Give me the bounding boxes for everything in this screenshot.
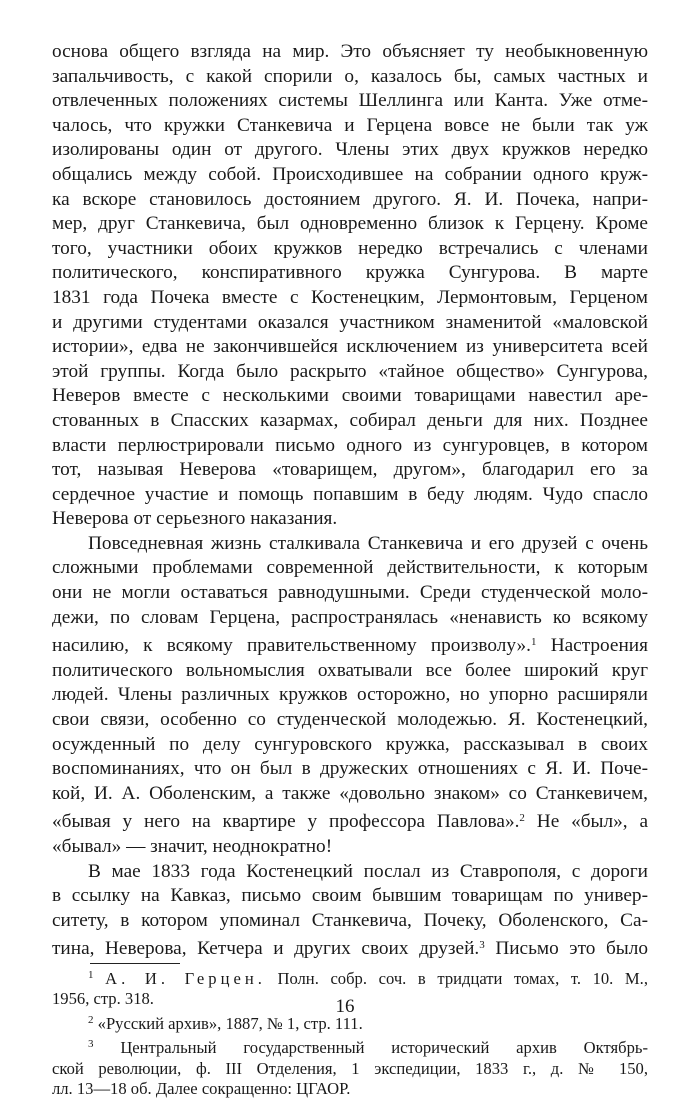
page-body xyxy=(52,40,648,1099)
text-line xyxy=(52,806,648,835)
footnote-divider xyxy=(90,963,180,964)
footnote-ref-2[interactable]: 2 xyxy=(519,812,525,825)
footnote-1 xyxy=(52,965,648,989)
text-line: стованных в Спасских казармах, собирал деньги для них. Позднее xyxy=(52,409,648,431)
footnote-ref-1[interactable]: 1 xyxy=(530,636,537,649)
text-line: сложными проблемами современной действительности, к которым xyxy=(52,557,648,579)
text-line: общались между собой. Происходившее на собрании одного круж- xyxy=(52,163,648,185)
footnote-3-cont: лл. 13—18 об. Далее сокращенно: ЦГАОР. xyxy=(52,1079,351,1098)
text-line: воспоминаниях, что он был в дружеских отношениях с Я. И. Поче- xyxy=(52,758,648,780)
text-line: и другими студентами оказался участником знаменитой «маловской xyxy=(52,311,648,333)
text-line: дежи, по словам Герцена, распространялась «ненависть ко всякому xyxy=(52,606,648,628)
text-line: основа общего взгляда на мир. Это объясняет ту необыкновенную xyxy=(52,41,648,62)
text-line: отвлеченных положениях системы Шеллинга или Канта. Уже отме- xyxy=(52,90,648,112)
text-line: истории», едва не закончившейся исключением из университета всей xyxy=(52,336,648,358)
text-line: Неверов вместе с несколькими своими товарищами навестил аре- xyxy=(52,385,648,407)
text-line: власти перлюстрировали письмо одного из сунгуровцев, в котором xyxy=(52,434,648,456)
footnote-3 xyxy=(52,1034,648,1058)
text-line: 1831 года Почека вместе с Костенецким, Лермонтовым, Герценом xyxy=(52,286,648,308)
text-line: Повседневная жизнь сталкивала Станкевича и его друзей с очень xyxy=(88,532,648,554)
text-segment: Письмо это было xyxy=(495,938,648,960)
paragraph-3 xyxy=(52,860,648,962)
text-line: «бывал» — значит, неоднократно! xyxy=(52,836,333,857)
text-segment: тина, Неверова, Кетчера и других своих друзей. xyxy=(52,938,480,960)
text-line: В мае 1833 года Костенецкий послал из Ставрополя, с дороги xyxy=(88,860,648,882)
footnotes xyxy=(52,965,648,1099)
text-line: мер, друг Станкевича, был одновременно близок к Герцену. Кроме xyxy=(52,213,648,235)
footnote-text: «Русский архив», 1887, № 1, стр. 111. xyxy=(97,1013,363,1033)
text-segment: Не «был», а xyxy=(536,811,648,833)
footnote-mark: 3 xyxy=(88,1038,94,1051)
text-line: того, участники обоих кружков нередко встречались с членами xyxy=(52,237,648,259)
text-line xyxy=(52,630,648,659)
footnote-ref-3[interactable]: 3 xyxy=(479,939,485,952)
text-line: они не могли оставаться равнодушными. Среди студенческой моло- xyxy=(52,582,648,604)
text-line: кой, И. А. Оболенским, а также «довольно знаком» со Станкевичем, xyxy=(52,782,648,804)
text-line: осужденный по делу сунгуровского кружка, рассказывал в своих xyxy=(52,733,648,755)
footnote-1-cont: 1956, стр. 318. xyxy=(52,989,154,1009)
text-segment: «бывая у него на квартире у профессора Павлова». xyxy=(52,811,520,833)
page-number: 16 xyxy=(335,996,355,1017)
footnote-text: Центральный государственный исторический архив Октябрь- xyxy=(120,1038,648,1058)
text-line: изолированы один от другого. Члены этих двух кружков нередко xyxy=(52,139,648,161)
text-line: политического вольномыслия охватывали все более широкий круг xyxy=(52,659,648,681)
footnote-author: А. И. Герцен. xyxy=(105,968,266,988)
text-line: ка вскоре становилось достоянием другого. Я. И. Почека, напри- xyxy=(52,188,648,210)
text-line: политического, конспиративного кружка Сунгурова. В марте xyxy=(52,262,648,284)
text-line: чалось, что кружки Станкевича и Герцена вовсе не были так уж xyxy=(52,114,648,136)
text-line xyxy=(52,933,648,962)
text-line: людей. Члены различных кружков осторожно, но упорно расширяли xyxy=(52,684,648,706)
footnote-text: Полн. собр. соч. в тридцати томах, т. 10. М., xyxy=(277,968,648,988)
paragraph-1 xyxy=(52,40,648,532)
text-segment: насилию, к всякому правительственному произволу». xyxy=(52,635,531,657)
footnote-3-cont: ской революции, ф. III Отделения, 1 экспедиции, 1833 г., д. № 150, xyxy=(52,1058,648,1078)
text-line: свои связи, особенно со студенческой молодежью. Я. Костенецкий, xyxy=(52,709,648,731)
text-line: этой группы. Когда было раскрыто «тайное общество» Сунгурова, xyxy=(52,360,648,382)
paragraph-2 xyxy=(52,532,648,860)
text-line: сердечное участие и помощь попавшим в беду людям. Чудо спасло xyxy=(52,483,648,505)
footnote-mark: 2 xyxy=(88,1013,94,1026)
footnote-mark: 1 xyxy=(88,968,94,981)
text-line: ситету, в котором упоминал Станкевича, Почеку, Оболенского, Са- xyxy=(52,909,648,931)
text-line: Неверова от серьезного наказания. xyxy=(52,508,338,530)
text-line: в ссылку на Кавказ, письмо своим бывшим товарищам по универ- xyxy=(52,885,648,907)
text-segment: Настроения xyxy=(550,635,648,657)
text-line: запальчивость, с какой спорили о, казалось бы, самых частных и xyxy=(52,65,648,87)
text-line: тот, называя Неверова «товарищем, другом», благодарил его за xyxy=(52,459,648,481)
